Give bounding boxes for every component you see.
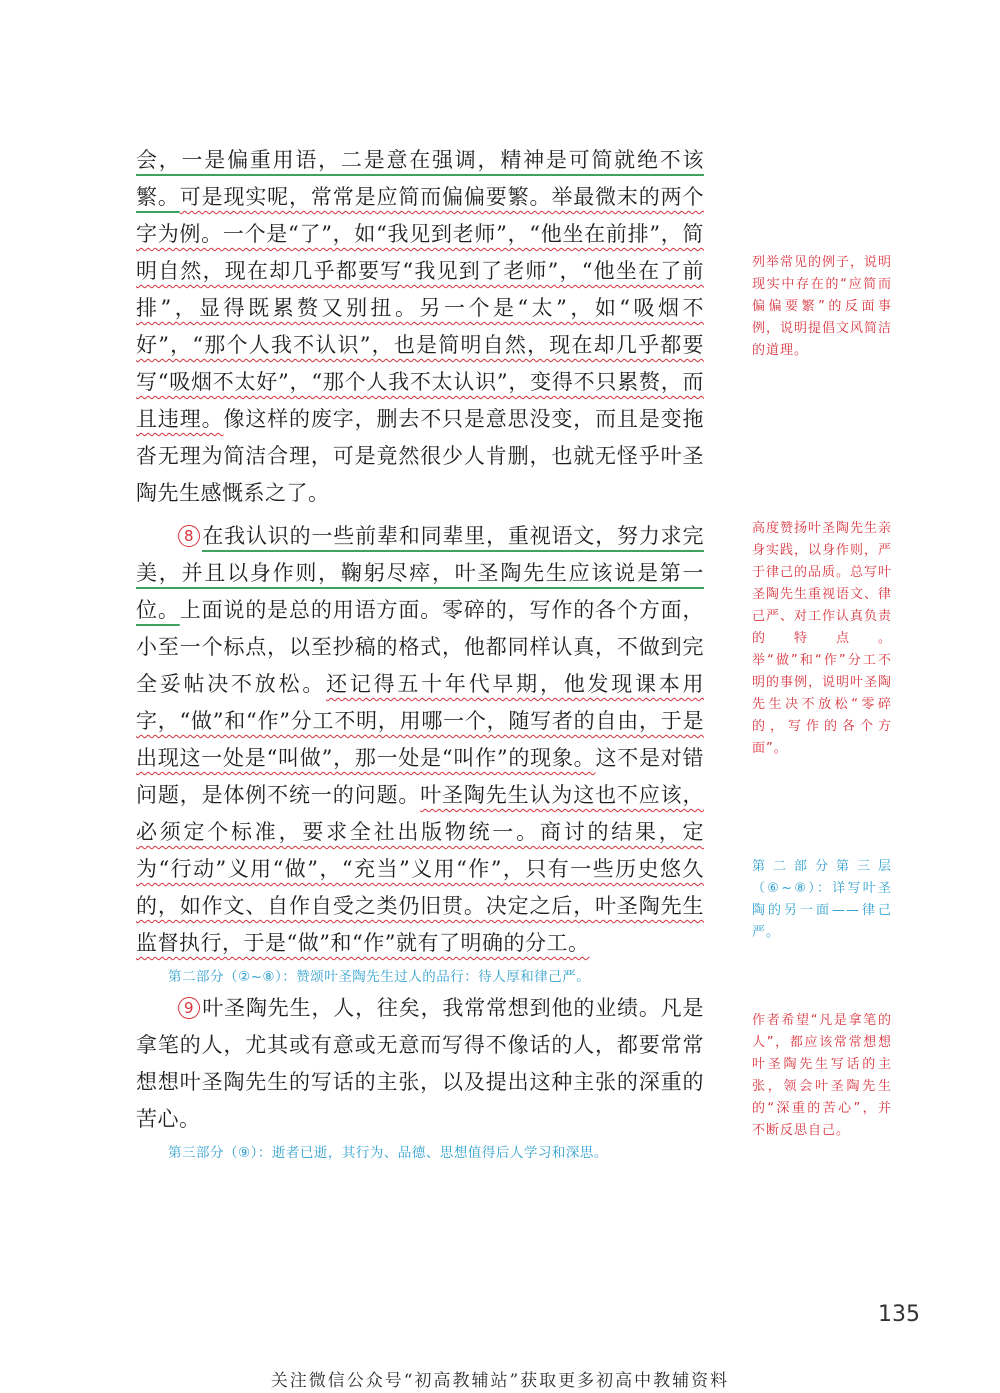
main-text bbox=[136, 142, 704, 1166]
footer-notice: 关注微信公众号“初高教辅站”获取更多初高中教辅资料 bbox=[270, 1371, 730, 1391]
plain-text: 叶圣陶先生，人，往矣，我常常想到他的业绩。凡是拿笔的人，尤其或有意或无意而写得不像话的人，都要常常想想叶圣陶先生的写话的主张，以及提出这种主张的深重的苦心。 bbox=[136, 996, 704, 1131]
underlined-sentence: 会，一是偏重用语，二是意在强调，精神是可简就绝不该繁。 bbox=[136, 148, 704, 209]
paragraph-8 bbox=[136, 518, 704, 962]
plain-text: 上面说的是总的用语方面。零碎的，写作的各个方面，小至一个标点，以至抄稿的格式，他都同样认真，不做到完全妥帖决不放松。 bbox=[136, 598, 705, 696]
margin-note-2: 高度赞扬叶圣陶先生亲身实践，以身作则，严于律己的品质。总写叶圣陶先生重视语文、律己严、对工作认真负责的特点。举“做”和“作”分工不明的事例，说明叶圣陶先生决不放松“零碎的，写作的各个方面”。 bbox=[752, 521, 893, 756]
margin-note-3: 第二部分第三层（⑥~⑧）：详写叶圣陶的另一面——律己严。 bbox=[752, 859, 892, 940]
underlined-sentence: 在我认识的一些前辈和同辈里，重视语文，努力求完美，并且以身作则，鞠躬尽瘁，叶圣陶先生应该说是第一位。 bbox=[136, 524, 704, 622]
margin-note-1: 列举常见的例子，说明现实中存在的“应简而偏偏要繁”的反面事例，说明提倡文风简洁的道理。 bbox=[752, 255, 893, 358]
margin-note-4: 作者希望“凡是拿笔的人”，都应该常常想想叶圣陶先生写话的主张，领会叶圣陶先生的“深重的苦心”，并不断反思自己。 bbox=[752, 1013, 892, 1138]
wavy-underlined-passage: 可是现实呢，常常是应简而偏偏要繁。举最微末的两个字为例。一个是“了”，如“我见到老师”，“他坐在前排”，简明自然，现在却几乎都要写“我见到了老师”，“他坐在了前排”，显得既累赘又别扭。另一个是“太”，如“吸烟不好”，“那个人我不认识”，也是简明自然，现在却几乎都要写“吸烟不太好”，“那个人我不太认识”，变得不只累赘，而且违理。 bbox=[136, 185, 705, 431]
paragraph-number-8: 8 bbox=[178, 525, 200, 547]
plain-text: 这不是对错问题，是体例不统一的问题。 bbox=[136, 746, 704, 807]
part-3-summary: 第三部分（⑨）：逝者已逝，其行为、品德、思想值得后人学习和深思。 bbox=[168, 1145, 608, 1161]
part-2-summary: 第二部分（②~⑧）：赞颂叶圣陶先生过人的品行：待人厚和律己严。 bbox=[168, 969, 591, 985]
wavy-underlined-passage: 决定之后，叶圣陶先生监督执行，于是“做”和“作”就有了明确的分工。 bbox=[136, 894, 705, 955]
wavy-underlined-passage: 商讨的结果，定为“行动”义用“做”，“充当”义用“作”，只有一些历史悠久的，如作文、自作自受之类仍旧贯。 bbox=[136, 820, 705, 918]
wavy-underlined-passage: 叶圣陶先生认为这也不应该，必须定个标准，要求全社出版物统一。 bbox=[136, 783, 705, 844]
paragraph-9 bbox=[136, 990, 704, 1138]
wavy-underlined-passage: 还记得五十年代早期，他发现课本用字，“做”和“作”分工不明，用哪一个，随写者的自由，于是出现这一处是“叫做”，那一处是“叫作”的现象。 bbox=[136, 672, 705, 770]
paragraph-number-9: 9 bbox=[178, 997, 200, 1019]
plain-text: 像这样的废字，删去不只是意思没变，而且是变拖沓无理为简洁合理，可是竟然很少人肯删，也就无怪乎叶圣陶先生感慨系之了。 bbox=[136, 407, 705, 505]
page-number: 135 bbox=[878, 1302, 920, 1327]
paragraph-7-continued bbox=[136, 142, 704, 512]
